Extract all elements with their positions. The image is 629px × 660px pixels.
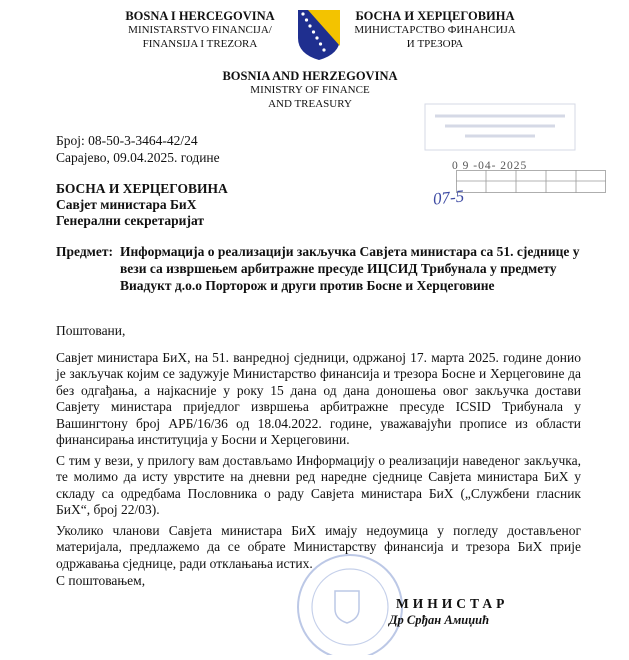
document-date: Сарајево, 09.04.2025. године bbox=[56, 150, 220, 165]
header-left-block bbox=[110, 9, 290, 51]
signature-name: Др Срђан Амиџић bbox=[389, 613, 490, 627]
subject-label: Предмет: bbox=[56, 244, 113, 259]
handwritten-note: 07-5 bbox=[432, 186, 466, 209]
ministry-seal-icon bbox=[255, 535, 405, 655]
header-right-block bbox=[340, 9, 530, 51]
coat-of-arms-icon bbox=[296, 8, 342, 62]
recipient-line3: Генерални секретаријат bbox=[56, 213, 204, 228]
subject-text: Информација о реализацији закључка Савјета министара са 51. сједнице у вези са извршењем арбитражне пресуде ИЦСИД Трибунала у предмету Виадукт д.о.о Порторож и други против Босне и Херцеговине bbox=[120, 244, 580, 293]
signature-title: МИНИСТАР bbox=[396, 596, 509, 611]
body-paragraph-2: С тим у вези, у прилогу вам достављамо Информацију о реализацији наведеног закључка, те молимо да исту уврстите на дневни ред наредне сједнице Савјета министара БиХ у складу са одредбама Пословника о раду Савјета министара БиХ („Службени гласник БиХ“, број 22/03). bbox=[56, 453, 581, 518]
header-left-title: BOSNA I HERCEGOVINA bbox=[125, 9, 275, 23]
stamp-grid-icon bbox=[456, 170, 606, 194]
header-english-line1: MINISTRY OF FINANCE bbox=[250, 84, 370, 96]
closing: С поштовањем, bbox=[56, 573, 146, 588]
header-right-title: БОСНА И ХЕРЦЕГОВИНА bbox=[355, 9, 515, 23]
header-right-line2: И ТРЕЗОРА bbox=[406, 38, 464, 50]
reference-number: Број: 08-50-3-3464-42/24 bbox=[56, 133, 198, 148]
received-stamp-date: 0 9 -04- 2025 bbox=[452, 160, 528, 172]
salutation: Поштовани, bbox=[56, 323, 126, 338]
header-english-line2: AND TREASURY bbox=[268, 98, 352, 110]
header-left-line1: MINISTARSTVO FINANCIJA/ bbox=[128, 24, 272, 36]
body-paragraph-1: Савјет министара БиХ, на 51. ванредној сједници, одржаној 17. марта 2025. године донио је закључак којим се задужује Министарство финансија и трезора Босне и Херцеговине да без одгађања, а најкасније у року 15 дана од дана доношења овог закључка достави Савјету министара приједлог извршења арбитражне пресуде ICSID Трибунала у Вашингтону број АРБ/16/36 од 18.04.2022. године, уважавајући прописе из области финансирања институција у Босни и Херцеговини. bbox=[56, 350, 581, 448]
header-english-block bbox=[190, 69, 430, 111]
recipient-line2: Савјет министара БиХ bbox=[56, 197, 197, 212]
header-left-line2: FINANSIJA I TREZORA bbox=[142, 38, 258, 50]
header-english-title: BOSNIA AND HERZEGOVINA bbox=[222, 69, 398, 83]
received-stamp-icon bbox=[395, 98, 595, 162]
body-paragraph-3: Уколико чланови Савјета министара БиХ имају недоумица у погледу достављеног материјала, предлажемо да се обрате Министарству финансија и трезора БиХ прије одржавања сједнице, ради отклањања истих. bbox=[56, 523, 581, 571]
recipient-line1: БОСНА И ХЕРЦЕГОВИНА bbox=[56, 181, 228, 196]
header-right-line1: МИНИСТАРСТВО ФИНАНСИЈА bbox=[354, 24, 516, 36]
